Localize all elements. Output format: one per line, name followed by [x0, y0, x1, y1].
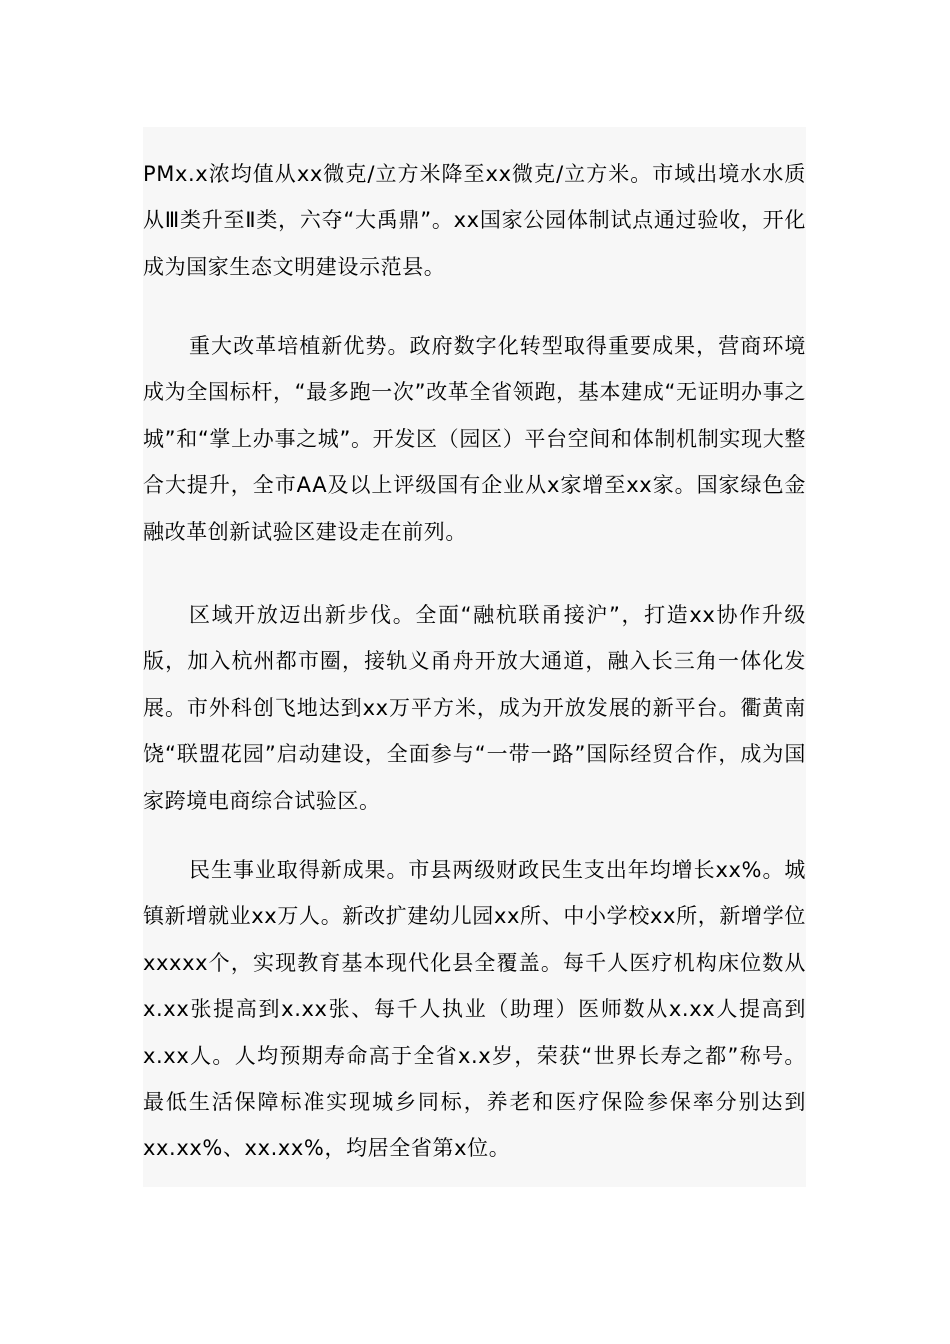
document-page — [143, 127, 806, 1187]
paragraph-reform: 重大改革培植新优势。政府数字化转型取得重要成果，营商环境成为全国标杆，“最多跑一次”改革全省领跑，基本建成“无证明办事之城”和“掌上办事之城”。开发区（园区）平台空间和体制机制实现大整合大提升，全市AA及以上评级国有企业从x家增至xx家。国家绿色金融改革创新试验区建设走在前列。 — [143, 334, 806, 544]
paragraph-opening: 区域开放迈出新步伐。全面“融杭联甬接沪”，打造xx协作升级版，加入杭州都市圈，接轨义甬舟开放大通道，融入长三角一体化发展。市外科创飞地达到xx万平方米，成为开放发展的新平台。衢黄南饶“联盟花园”启动建设，全面参与“一带一路”国际经贸合作，成为国家跨境电商综合试验区。 — [143, 603, 806, 813]
paragraph-ecology-continued: PMx.x浓均值从xx微克/立方米降至xx微克/立方米。市域出境水水质从Ⅲ类升至Ⅱ类，六夺“大禹鼎”。xx国家公园体制试点通过验收，开化成为国家生态文明建设示范县。 — [143, 162, 806, 279]
paragraph-livelihood: 民生事业取得新成果。市县两级财政民生支出年均增长xx%。城镇新增就业xx万人。新改扩建幼儿园xx所、中小学校xx所，新增学位xxxxx个，实现教育基本现代化县全覆盖。每千人医疗机构床位数从x.xx张提高到x.xx张、每千人执业（助理）医师数从x.xx人提高到x.xx人。人均预期寿命高于全省x.x岁，荣获“世界长寿之都”称号。最低生活保障标准实现城乡同标，养老和医疗保险参保率分别达到xx.xx%、xx.xx%，均居全省第x位。 — [143, 858, 806, 1161]
